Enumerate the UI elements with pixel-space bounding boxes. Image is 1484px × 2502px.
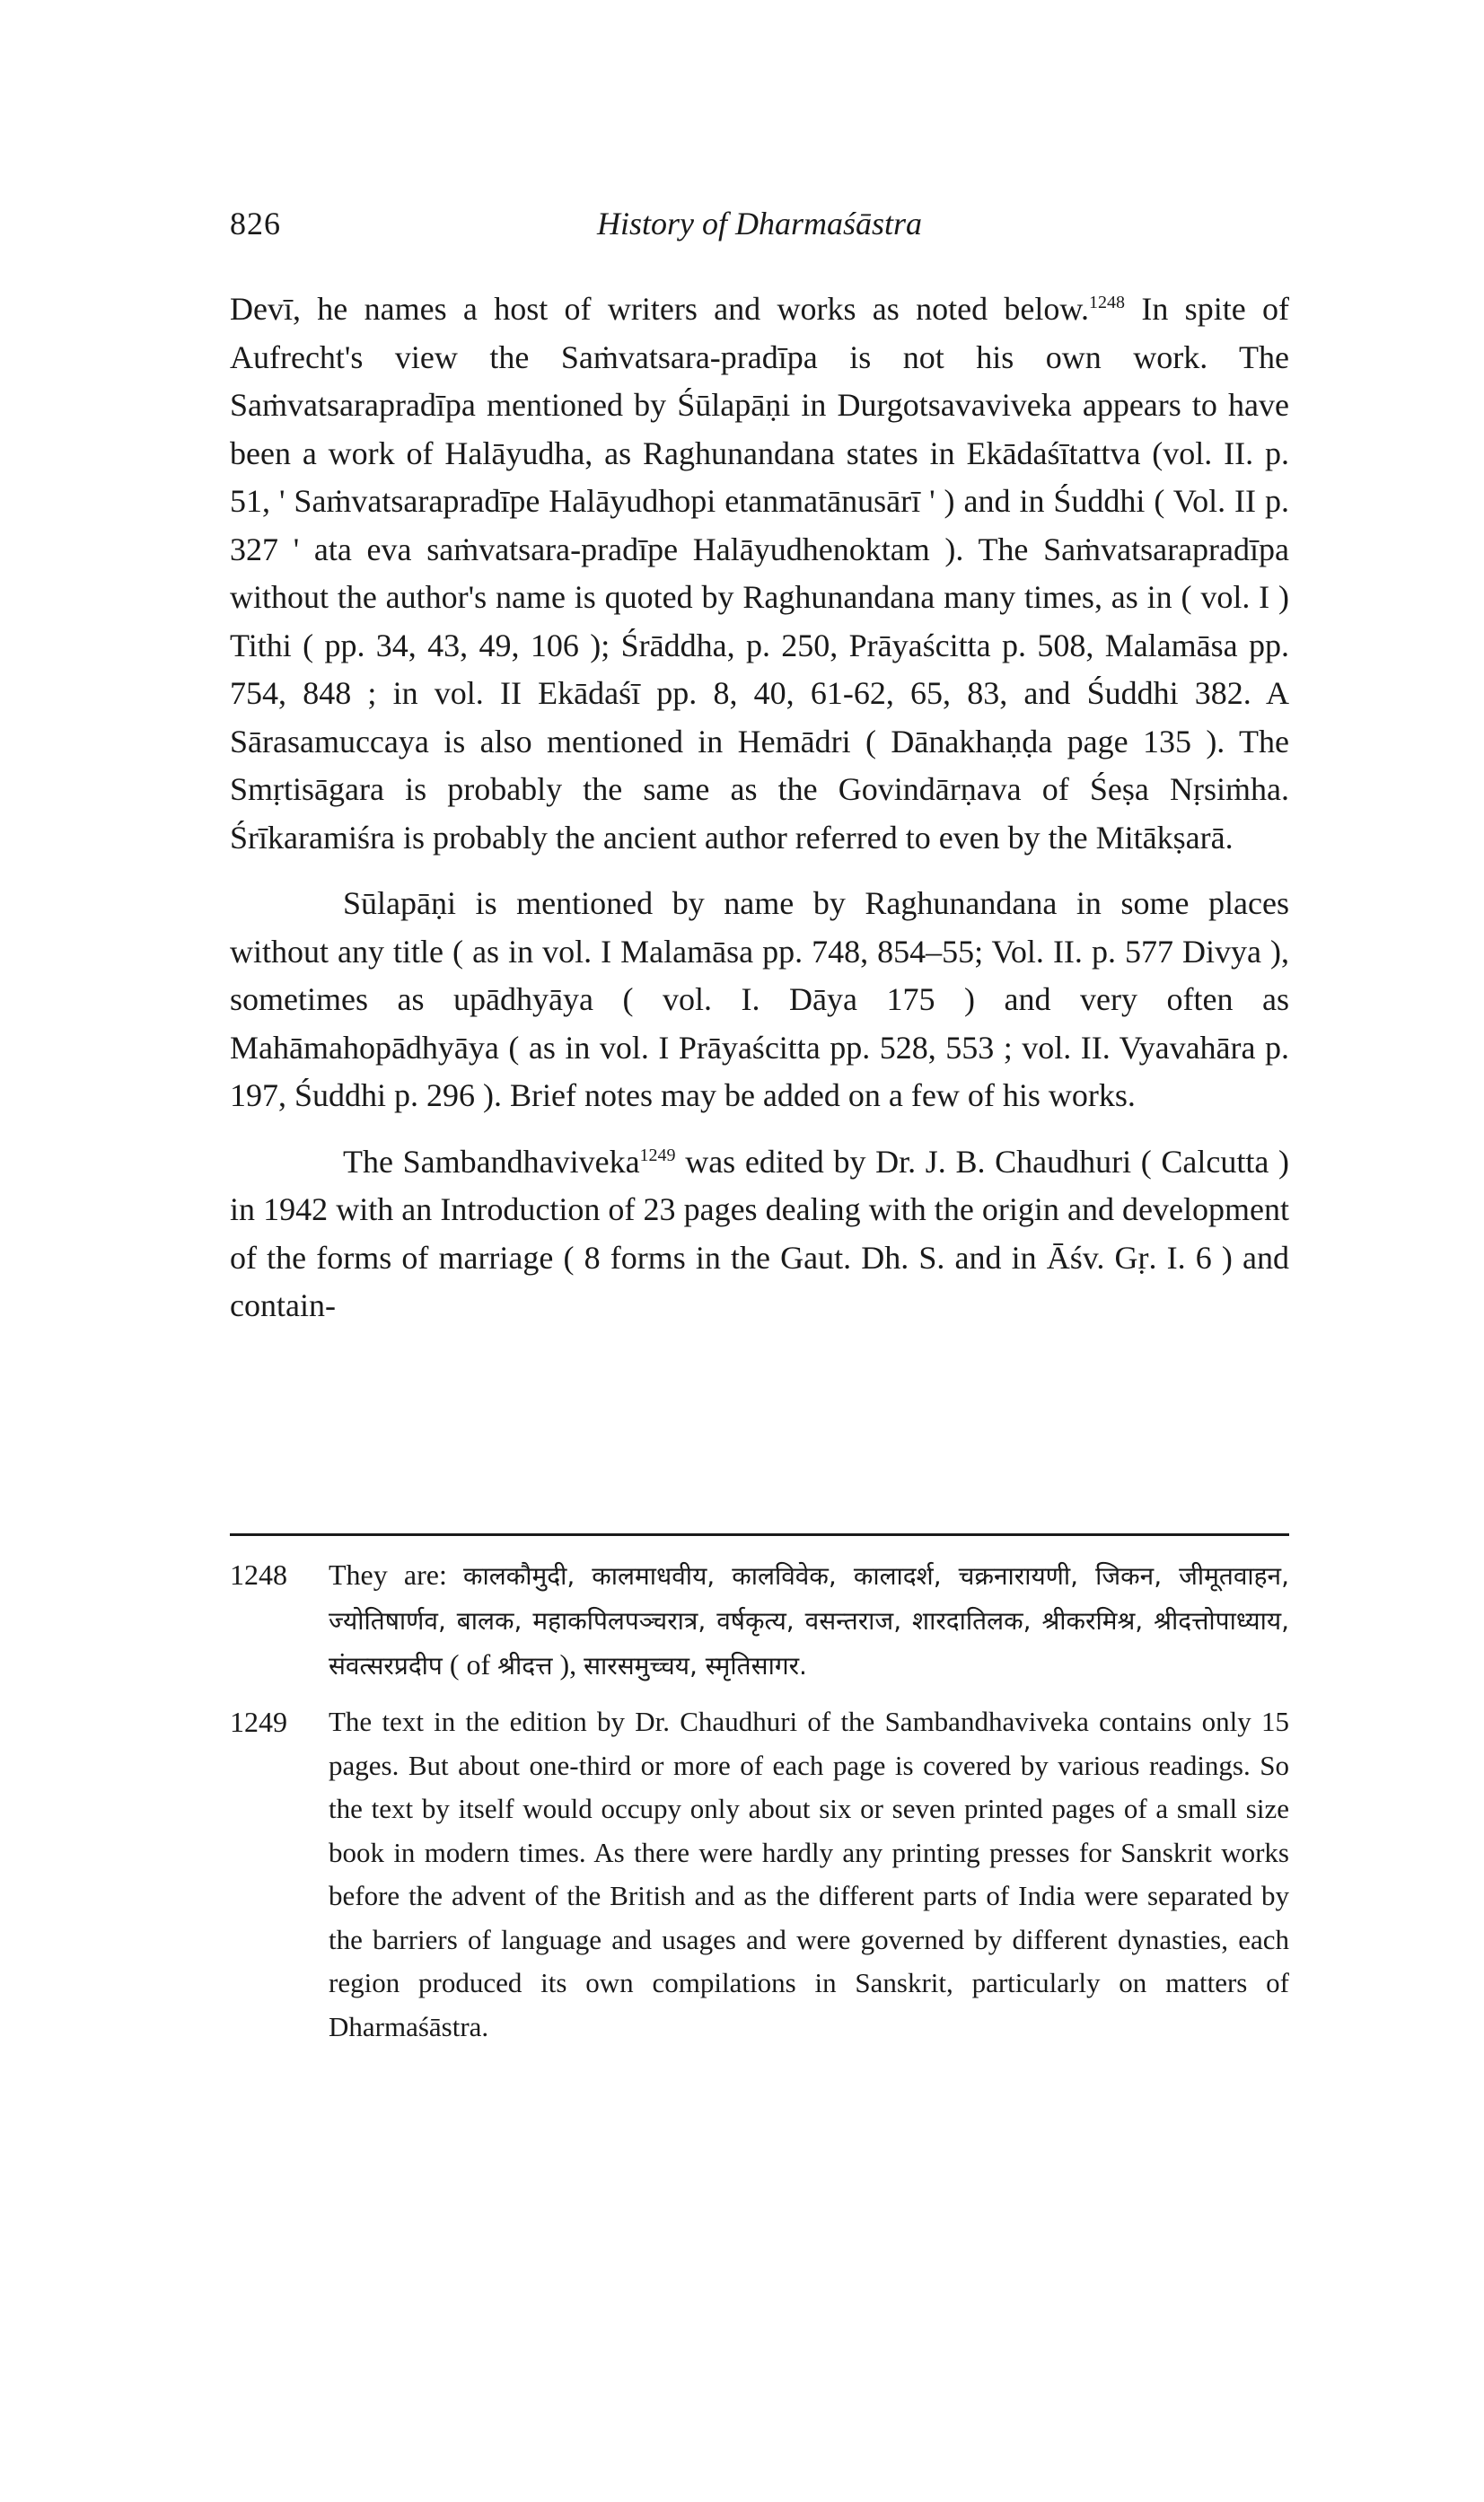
footnote-number: 1249	[230, 1706, 287, 1738]
footnote-number: 1248	[230, 1558, 287, 1591]
paragraph-3-start: The Sambandhaviveka	[343, 1143, 640, 1180]
footnote-1249	[230, 1700, 1289, 2049]
footnote-text	[329, 1553, 1289, 1688]
paragraph-3	[230, 1138, 1289, 1330]
paragraph-1	[230, 285, 1289, 862]
running-title: History of Dharmaśāstra	[596, 206, 923, 241]
footnotes	[230, 1553, 1289, 2061]
of-name: श्रीदत्त	[497, 1651, 553, 1681]
footnote-ref-1249: 1249	[639, 1145, 676, 1165]
page-number: 826	[230, 206, 281, 241]
footnote-divider	[230, 1533, 1289, 1536]
works-list: कालकौमुदी, कालमाधवीय, कालविवेक, कालादर्श, चक्रनारायणी, जिकन, जीमूतवाहन, ज्योतिषार्णव, बालक, महाकपिलपञ्चरात्र, वर्षकृत्य, वसन्तराज, शारदातिलक, श्रीकरमिश्र, श्रीदत्तोपाध्याय, संवत्सरप्रदीप	[329, 1561, 1289, 1681]
main-text	[230, 285, 1289, 1330]
paragraph-3-rest: was edited by Dr. J. B. Chaudhuri ( Calcutta ) in 1942 with an Introduction of 23 pages dealing with the origin and development of the forms of marriage ( 8 forms in the Gaut. Dh. S. and in Āśv. Gṛ. I. 6 ) and contain-	[230, 1143, 1289, 1323]
paragraph-1-rest: In spite of Aufrecht's view the Saṁvatsara-pradīpa is not his own work. The Saṁvatsarapradīpa mentioned by Śūlapāṇi in Durgotsavaviveka appears to have been a work of Halāyudha, as Raghunandana states in Ekādaśītattva (vol. II. p. 51, ' Saṁvatsarapradīpe Halāyudhopi etanmatānusārī ' ) and in Śuddhi ( Vol. II p. 327 ' ata eva saṁvatsara-pradīpe Halāyudhenoktam ). The Saṁvatsarapradīpa without the author's name is quoted by Raghunandana many times, as in ( vol. I ) Tithi ( pp. 34, 43, 49, 106 ); Śrāddha, p. 250, Prāyaścitta p. 508, Malamāsa pp. 754, 848 ; in vol. II Ekādaśī pp. 8, 40, 61-62, 65, 83, and Śuddhi 382. A Sārasamuccaya is also mentioned in Hemādri ( Dānakhaṇḍa page 135 ). The Smṛtisāgara is probably the same as the Govindārṇava of Śeṣa Nṛsiṁha. Śrīkaramiśra is probably the ancient author referred to even by the Mitākṣarā.	[230, 291, 1289, 856]
of-close: ),	[552, 1648, 584, 1681]
footnote-lead: They are:	[329, 1558, 463, 1591]
page-header	[230, 205, 1289, 250]
footnote-ref-1248: 1248	[1089, 293, 1126, 312]
footnote-1248	[230, 1553, 1289, 1688]
works-list-tail: सारसमुच्चय, स्मृतिसागर.	[584, 1651, 807, 1681]
paragraph-2: Sūlapāṇi is mentioned by name by Raghunandana in some places without any title ( as in vol. I Malamāsa pp. 748, 854–55; Vol. II. p. 577 Divya ), sometimes as upādhyāya ( vol. I. Dāya 175 ) and very often as Mahāmahopādhyāya ( as in vol. I Prāyaścitta pp. 528, 553 ; vol. II. Vyavahāra p. 197, Śuddhi p. 296 ). Brief notes may be added on a few of his works.	[230, 885, 1289, 1113]
paragraph-1-start: Devī, he names a host of writers and works as noted below.	[230, 291, 1090, 327]
footnote-text: The text in the edition by Dr. Chaudhuri of the Sambandhaviveka contains only 15 pages. But about one-third or more of each page is covered by various readings. So the text by itself would occupy only about six or seven printed pages of a small size book in modern times. As there were hardly any printing presses for Sanskrit works before the advent of the British and as the different parts of India were separated by the barriers of language and usages and were governed by different dynasties, each region produced its own compilations in Sanskrit, particularly on matters of Dharmaśāstra.	[329, 1706, 1289, 2042]
of-open: ( of	[442, 1648, 498, 1681]
